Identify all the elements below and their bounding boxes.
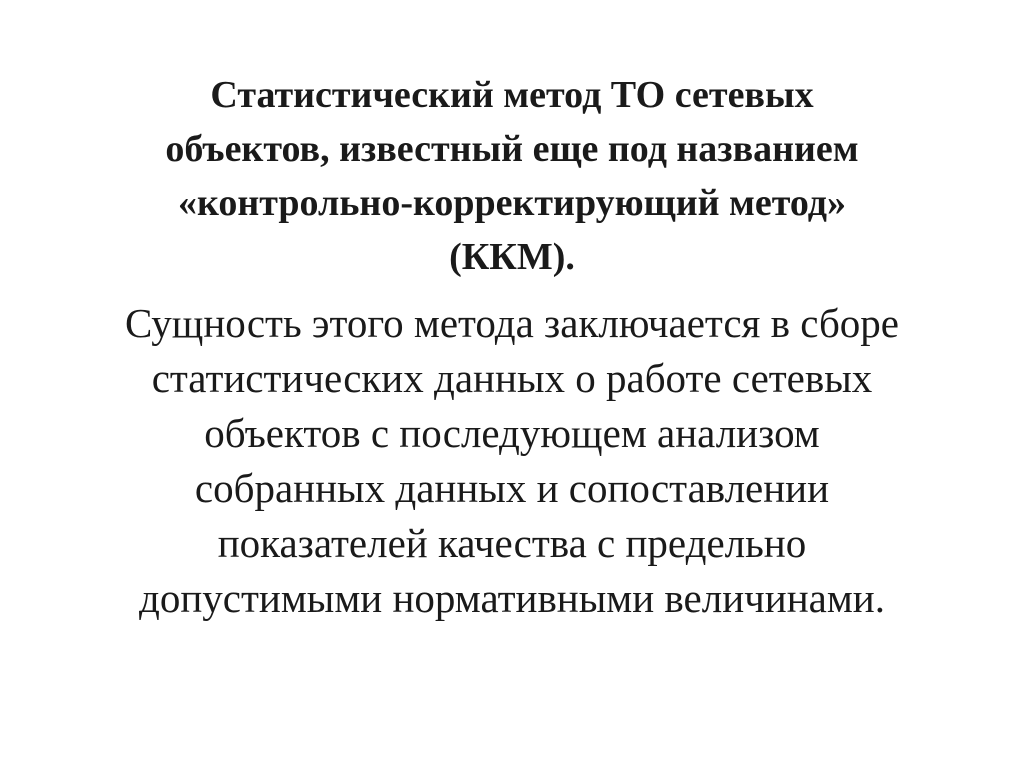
heading-line: объектов, известный еще под названием [165,128,859,170]
body-line: объектов с последующем анализом [204,410,820,456]
body-line: допустимыми нормативными величинами. [138,575,885,621]
heading-line: (ККМ). [449,236,575,278]
body-line: Сущность этого метода заключается в сборе [124,300,900,346]
body-line: показателей качества с предельно [217,520,807,566]
body-line: собранных данных и сопоставлении [194,465,830,511]
body-line: статистических данных о работе сетевых [151,355,873,401]
slide-heading [40,68,984,284]
heading-line: «контрольно-корректирующий метод» [177,182,847,224]
slide-body-paragraph [40,296,984,626]
heading-line: Статистический метод ТО сетевых [210,74,814,116]
